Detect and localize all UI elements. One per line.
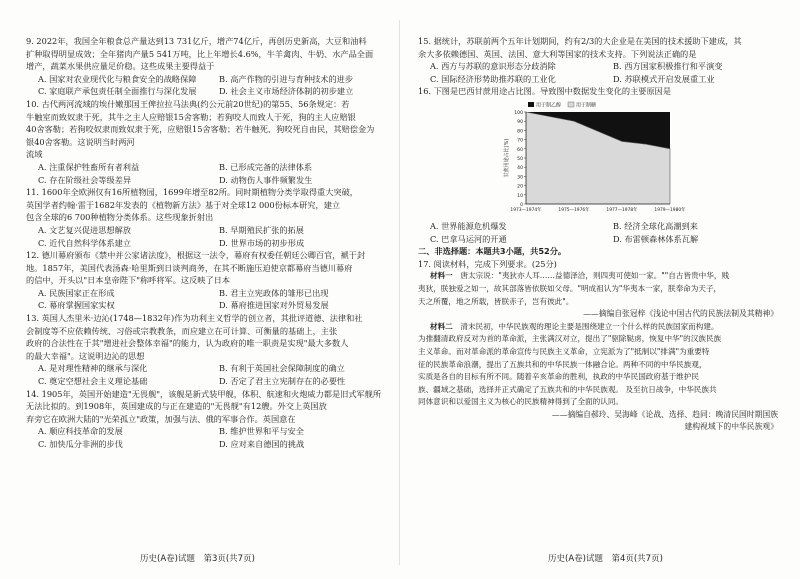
q14-option-a: A. 顺应科技革命的发展	[38, 426, 123, 437]
q14-line-1: 14. 1905年，英国开始建造"无畏舰"，该舰是新式装甲舰，体积、航速和火炮威力都是旧式军舰所	[26, 388, 382, 399]
q13-options	[26, 362, 382, 387]
question-15	[418, 35, 778, 85]
y-tick-label: 20	[517, 184, 523, 190]
y-tick-label: 30	[517, 175, 523, 181]
legend-swatch-sugar	[568, 102, 574, 107]
material-2-source-1: ——摘编自郝玲、吴海峰《论战、选择、趋同：晚清民国时期国族	[551, 409, 778, 419]
q15-option-a: A. 西方与苏联的意识形态分歧消除	[430, 61, 556, 72]
material-2-line-1: 清末民初，中华民族观的理论主要是围绕建立一个什么样的民族国家而构建。	[460, 321, 719, 331]
material-2-line-7: 同体意识和以爱国主义为核心的民族精神得到了全面的认同。	[418, 397, 624, 407]
material-2-line-5: 实质是各自的目标有所不同。随着辛亥革命的胜利，执政的中华民国政府基于维护民	[418, 372, 699, 382]
q11-line-2: 英国学者约翰·雷于1682年发表的《植物新方法》基于对全球12 000份标本研究，建立	[26, 199, 341, 210]
material-2-line-3: 主义革命。而对革命派的革命宣传与民族主义革命，立宪派为了"抵制以"排满"为重要特	[418, 346, 710, 356]
q9-option-c: C. 家庭联产承包责任制全面推行与深化发展	[38, 86, 197, 97]
q16-line-1: 16. 下图是巴西甘蔗用途占比图。导致图中数据发生变化的主要原因是	[418, 86, 672, 97]
q10-option-d: D. 动物伤人事件频繁发生	[219, 174, 313, 185]
x-tick-label: 1979—1980年	[654, 207, 686, 213]
material-1-label: 材料一	[430, 271, 453, 281]
q16-option-c: C. 巴拿马运河的开通	[430, 233, 507, 244]
y-tick-label: 10	[517, 193, 523, 199]
x-tick-label: 1973—1974年	[510, 207, 542, 213]
q9-line-3: 增产，蔬菜水果供应量足价稳。这些成果主要得益于	[26, 61, 215, 72]
q13-option-d: D. 否定了君主立宪制存在的必要性	[219, 376, 346, 387]
material-1-source: ——摘编自张冠梓《浅论中国古代的民族法制及其精神》	[583, 309, 778, 319]
q12-line-1: 12. 德川幕府颁布《禁中并公家诸法度》，根据这一法令，幕府有权委任朝廷公卿百官，褫于封	[26, 250, 366, 261]
y-tick-label: 0	[520, 202, 523, 208]
question-17	[418, 258, 778, 434]
q9-line-1: 9. 2022年，我国全年粮食总产量达到13 731亿斤，增产74亿斤，再创历史新高，大豆和油料	[26, 36, 367, 46]
q14-option-c: C. 加快瓜分非洲的步伐	[38, 439, 123, 449]
q17-stem: 17. 阅读材料，完成下列要求。(25分)	[418, 258, 557, 269]
y-tick-label: 100	[514, 110, 523, 116]
q12-option-a: A. 民族国家正在形成	[38, 287, 115, 298]
question-12	[26, 249, 382, 312]
y-axis-label: 甘蔗用途占比(%)	[504, 138, 510, 178]
q15-line-1: 15. 据统计，苏联前两个五年计划期间，约有2/3的大企业是在美国的技术援助下建成，其	[418, 36, 742, 46]
q9-options	[26, 73, 382, 98]
x-tick-label: 1975—1976年	[558, 207, 590, 213]
q10-options	[26, 161, 382, 186]
q10-option-a: A. 注重保护牲畜所有者利益	[38, 161, 140, 172]
question-13	[26, 312, 382, 388]
q9-option-a: A. 国家对农业现代化与粮食安全的战略保障	[38, 73, 197, 84]
question-11	[26, 186, 382, 249]
y-tick-label: 40	[517, 166, 523, 172]
y-tick-label: 60	[517, 147, 523, 153]
material-1-line-1: 唐太宗说："夷狄亦人耳……益德泽洽，则四夷可使如一家。""自古皆贵中华，贱	[460, 271, 730, 281]
material-2-line-2: 为推翻清政府反对为首的革命派，主张满汉对立，提出了"驱除鞑虏，恢复中华"的汉族民族	[418, 334, 722, 344]
q16-option-d: D. 布雷顿森林体系瓦解	[613, 233, 699, 244]
q15-option-b: B. 西方国家积极推行和平演变	[613, 61, 723, 72]
q13-line-2: 会制度等不应依赖传统、习俗或宗教教条，而应建立在可计算、可衡量的基础上，主张	[26, 325, 338, 336]
q10-line-4: 流域	[26, 149, 43, 160]
sugarcane-chart	[492, 100, 686, 218]
q13-line-4: 的最大幸福"。这说明边沁的思想	[26, 350, 145, 361]
q12-options	[26, 287, 382, 312]
section-heading: 二、非选择题：本题共3小题，共52分。	[418, 246, 567, 257]
material-2-source-2: 建构视域下的中华民族观》	[684, 422, 778, 432]
q10-line-3: 40舍客勒；若狗咬奴隶而致奴隶于死，应赔银15舍客勒；若牛触死、狗咬死自由民，其赔偿金为银40舍客勒。这说明当时两河	[26, 124, 375, 147]
q15-option-d: D. 苏联模式开启发展重工业	[613, 73, 715, 84]
legend-swatch-ethanol	[528, 102, 534, 107]
q14-options	[26, 425, 382, 450]
q10-option-b: B. 已形成完备的法律体系	[219, 161, 313, 172]
q11-option-b: B. 早期殖民扩张的拓展	[219, 224, 304, 235]
q11-option-c: C. 近代自然科学体系建立	[38, 237, 132, 248]
material-1-line-3: 天之所覆，地之所载，皆朕赤子，岂有彼此"。	[418, 296, 574, 306]
q10-line-1: 10. 古代两河流域的埃什嫩那国王俾拉拉马法典(约公元前20世纪)的第55、56条规定：若	[26, 98, 350, 109]
x-tick-label: 1977—1978年	[606, 207, 638, 213]
q13-option-c: C. 奠定空想社会主义理论基础	[38, 376, 148, 387]
q11-line-1: 11. 1600年全欧洲仅有16所植物园，1699年增至82所。同时期植物分类学取得重大突破，	[26, 187, 358, 198]
q11-option-d: D. 世界市场的初步形成	[219, 237, 305, 248]
q9-option-d: D. 社会主义市场经济体制的初步建立	[219, 86, 354, 97]
q10-option-c: C. 存在阶级社会等级差异	[38, 174, 132, 185]
q12-option-c: C. 幕府掌握国家实权	[38, 300, 115, 311]
q14-line-2: 无法比拟的。到1908年，英国建成的与正在建造的"无畏舰"有12艘。外交上英国放	[26, 401, 327, 412]
material-1	[418, 270, 778, 283]
legend-label-ethanol: 用于制乙醇	[536, 102, 562, 109]
y-tick-label: 80	[517, 129, 523, 135]
y-tick-label: 50	[517, 156, 523, 162]
q11-option-a: A. 文艺复兴促进思想解放	[38, 224, 131, 235]
q15-options	[418, 60, 778, 85]
q12-line-2: 地。1857年，美国代表汤森·哈里斯到日谈判商务，在其不断施压迫使京都幕府当德川幕府	[26, 262, 353, 273]
q12-line-3: 的信中，开头以"日本皇帝陛下"称呼将军。这反映了日本	[26, 275, 231, 286]
q9-option-b: B. 高产作物的引进与育种技术的进步	[219, 73, 354, 84]
q13-option-a: A. 是对理性精神的继承与深化	[38, 363, 148, 374]
q16-option-b: B. 经济全球化高潮到来	[613, 220, 698, 231]
q12-option-b: B. 君主立宪政体的雏形已出现	[219, 287, 329, 298]
q9-line-2: 扩种取得明显成效；全年猪肉产量5 541万吨，比上年增长4.6%，牛羊禽肉、牛奶、水产品全面	[26, 48, 374, 59]
question-16	[418, 85, 778, 245]
q13-line-1: 13. 英国人杰里米·边沁(1748—1832年)作为功利主义哲学的创立者，其批评道德、法律和社	[26, 313, 363, 324]
q10-line-2: 牛触室而致奴隶于死，其牛之主人应赔银15舍客勒；若狗咬人而致人于死，狗的主人应赔银	[26, 111, 356, 122]
y-tick-label: 90	[517, 120, 523, 126]
right-page-footer: 历史(A卷)试题 第4页(共7页)	[548, 554, 663, 564]
q14-option-d: D. 应对来自德国的挑战	[219, 439, 305, 449]
q14-option-b: B. 维护世界和平与安全	[219, 426, 304, 437]
q11-line-3: 包含全球的6 700种植物分类体系。这些现象折射出	[26, 212, 214, 223]
material-2-line-6: 族、疆域之基础，选择并正式确定了五族共和的中华民族观。 及至抗日战争，中华民族共	[418, 384, 717, 394]
q15-option-c: C. 国际经济形势助推苏联的工业化	[430, 73, 556, 84]
q16-options	[418, 220, 778, 245]
y-tick-label: 70	[517, 138, 523, 144]
q13-line-3: 政府的合法性在于其"增进社会整体幸福"的能力，认为政府的唯一职责是实现"最大多数人	[26, 338, 349, 349]
q16-option-a: A. 世界能源危机爆发	[430, 220, 507, 231]
q11-options	[26, 224, 382, 249]
material-1-line-2: 夷狄，朕独爱之如一，故其部落皆依朕如父母。"明成祖认为"华夷本一家，朕奉命为天子，	[418, 283, 722, 293]
q14-line-3: 弃旁它在欧洲大陆的"光荣孤立"政策，加强与法、俄的军事合作。英国意在	[26, 413, 296, 424]
question-10	[26, 98, 382, 186]
material-2-label: 材料二	[430, 321, 453, 331]
question-14	[26, 388, 382, 451]
question-9	[26, 35, 382, 98]
q13-option-b: B. 有利于英国社会保障制度的确立	[219, 363, 345, 374]
chart-svg	[492, 100, 686, 218]
left-page-footer: 历史(A卷)试题 第3页(共7页)	[140, 554, 255, 564]
material-2-line-4: 征的民族革命浪潮，提出了五族共和的中华民族一体融合论。两种不同的中华民族观，	[418, 359, 707, 369]
q12-option-d: D. 幕府推进国家对外贸易发展	[219, 300, 329, 311]
legend-label-sugar: 用于制糖	[576, 102, 597, 109]
right-page	[400, 0, 800, 579]
material-2	[418, 321, 778, 334]
q15-line-2: 余大多依赖德国、英国、法国、意大利等国家的技术支持。下列说法正确的是	[418, 48, 697, 59]
